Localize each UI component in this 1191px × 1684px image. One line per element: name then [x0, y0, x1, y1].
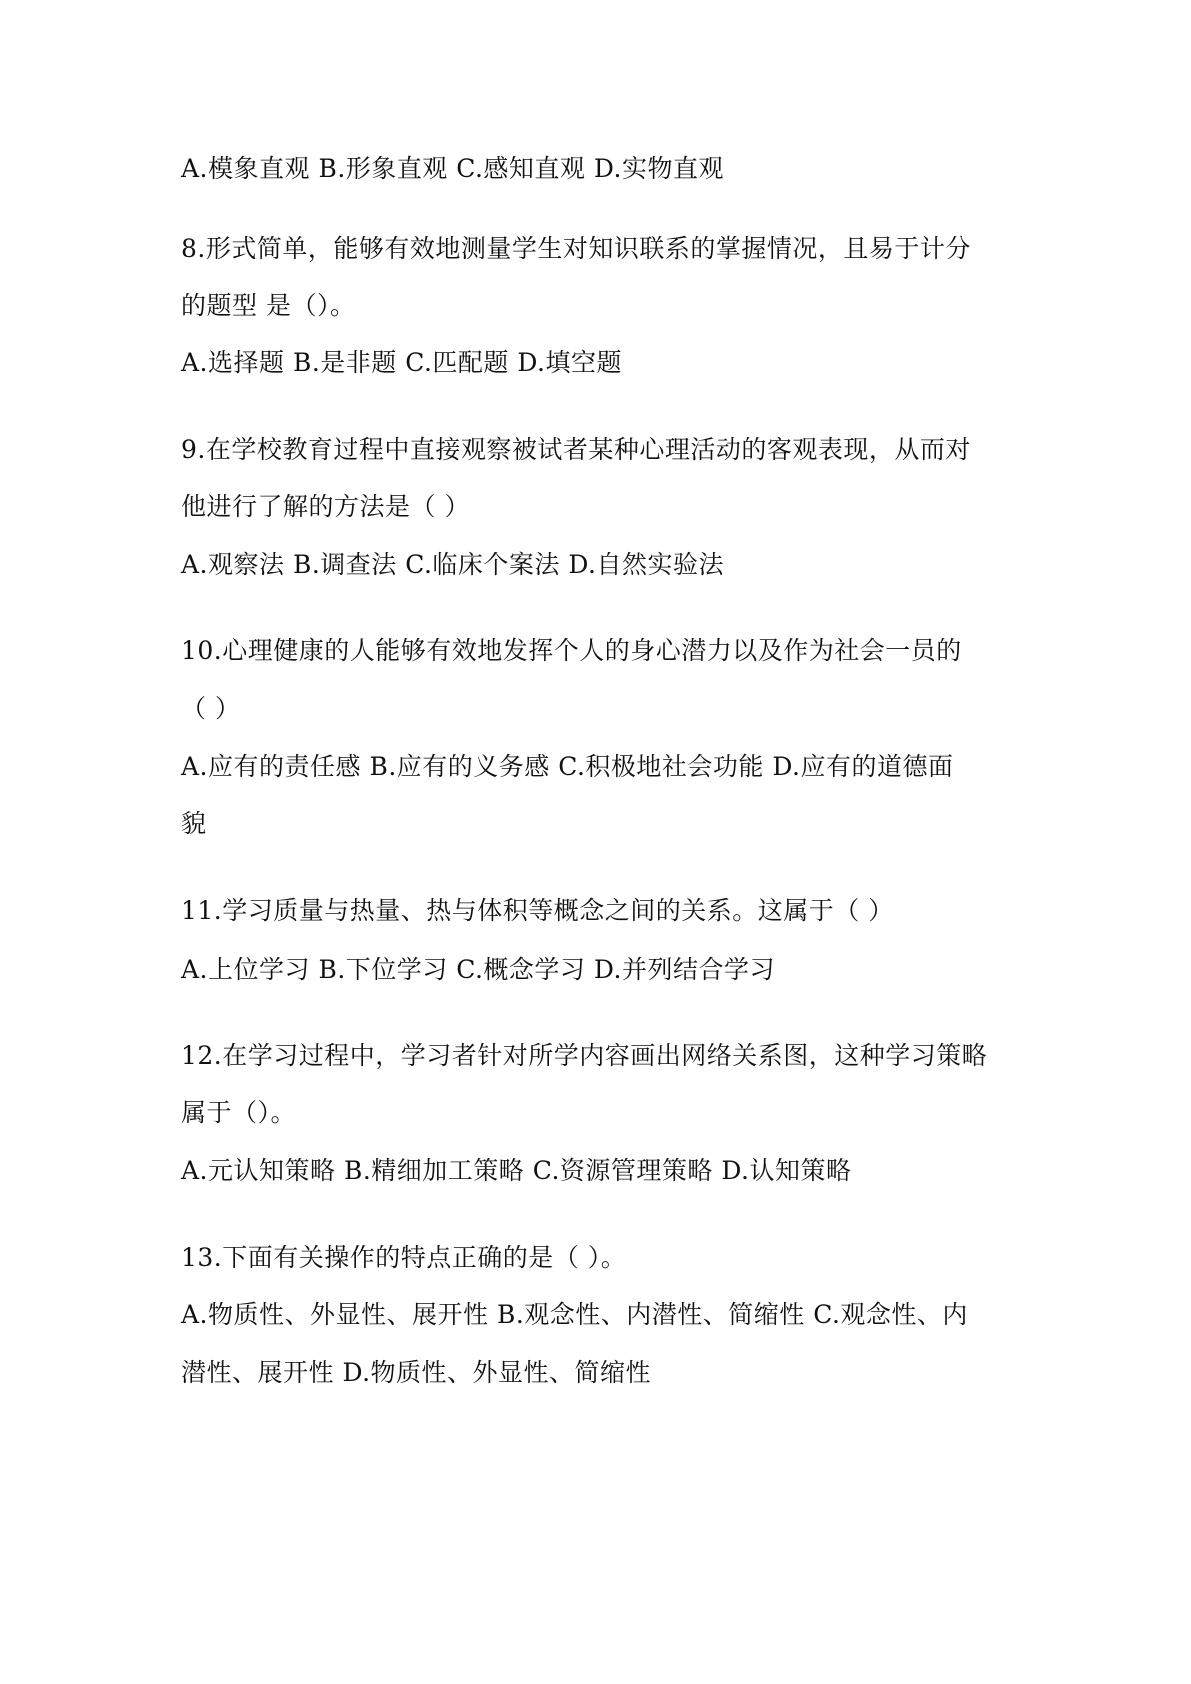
q8-stem-line-1: 8.形式简单，能够有效地测量学生对知识联系的掌握情况，且易于计分 — [181, 234, 971, 263]
q12-stem-line-2: 属于（）。 — [181, 1098, 297, 1127]
q10-options-line-2: 貌 — [181, 809, 207, 838]
q8-options: A.选择题 B.是非题 C.匹配题 D.填空题 — [181, 348, 622, 377]
q9-stem-line-1: 9.在学校教育过程中直接观察被试者某种心理活动的客观表现，从而对 — [181, 435, 971, 464]
q13-stem: 13.下面有关操作的特点正确的是（ ）。 — [181, 1243, 627, 1272]
q10-stem-line-1: 10.心理健康的人能够有效地发挥个人的身心潜力以及作为社会一员的 — [181, 636, 962, 665]
q12-options: A.元认知策略 B.精细加工策略 C.资源管理策略 D.认知策略 — [181, 1156, 852, 1185]
q13-options-line-2: 潜性、展开性 D.物质性、外显性、简缩性 — [181, 1358, 652, 1387]
q12-stem-line-1: 12.在学习过程中，学习者针对所学内容画出网络关系图，这种学习策略 — [181, 1041, 988, 1070]
q8-stem-line-2: 的题型 是（）。 — [181, 291, 356, 320]
q7-options: A.模象直观 B.形象直观 C.感知直观 D.实物直观 — [181, 154, 724, 183]
q9-stem-line-2: 他进行了解的方法是（ ） — [181, 492, 470, 521]
q10-options-line-1: A.应有的责任感 B.应有的义务感 C.积极地社会功能 D.应有的道德面 — [181, 752, 954, 781]
q11-options: A.上位学习 B.下位学习 C.概念学习 D.并列结合学习 — [181, 955, 775, 984]
q10-stem-line-2: （ ） — [181, 694, 241, 723]
q11-stem: 11.学习质量与热量、热与体积等概念之间的关系。这属于（ ） — [181, 896, 894, 925]
q9-options: A.观察法 B.调查法 C.临床个案法 D.自然实验法 — [181, 550, 724, 579]
q13-options-line-1: A.物质性、外显性、展开性 B.观念性、内潜性、简缩性 C.观念性、内 — [181, 1300, 968, 1329]
